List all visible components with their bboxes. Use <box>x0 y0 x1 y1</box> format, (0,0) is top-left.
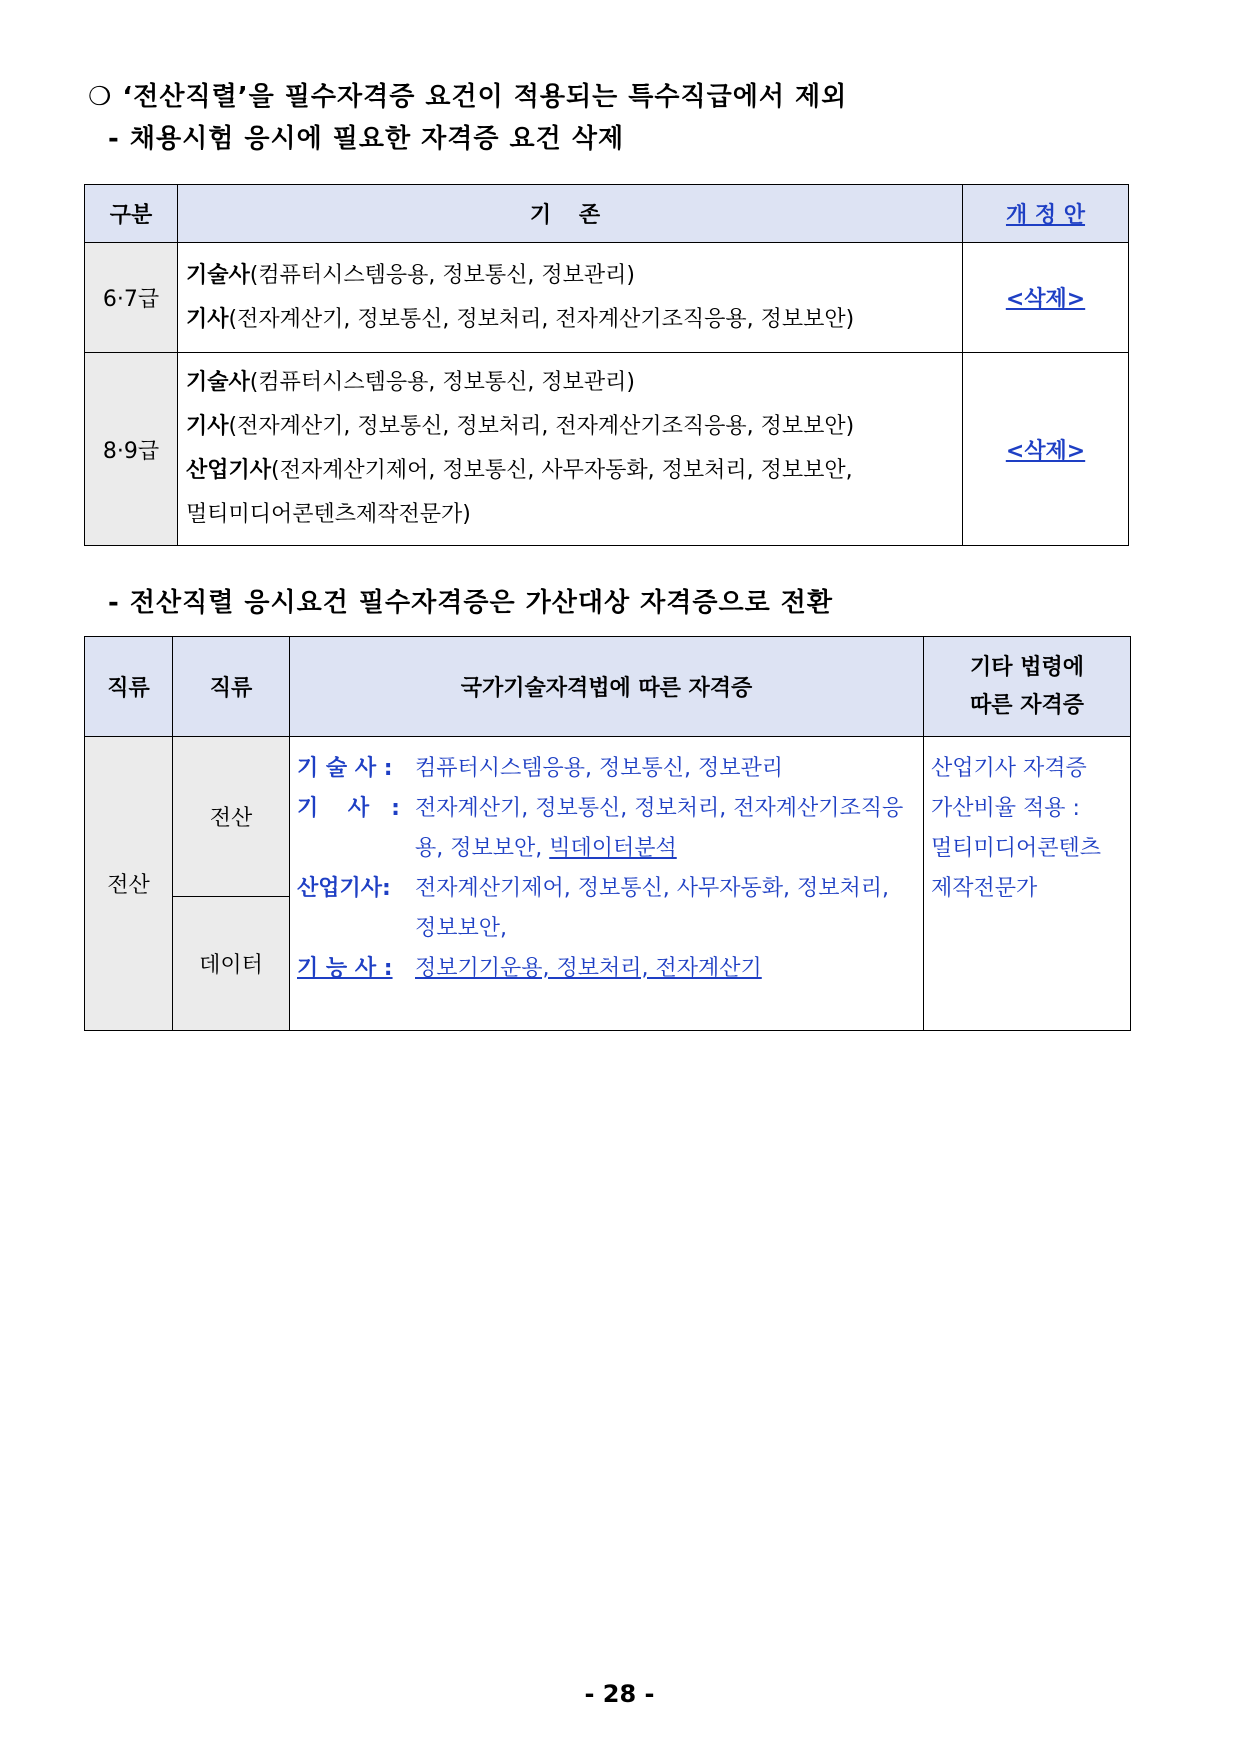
national-qual-cell <box>290 737 924 1031</box>
qual-line: 멀티미디어콘텐츠제작전문가) <box>186 502 471 527</box>
revision-delete: <삭제> <box>963 353 1129 546</box>
header-revision: 개 정 안 <box>963 185 1129 243</box>
qual-line: 기술사(컴퓨터시스템응용, 정보통신, 정보관리) <box>186 262 635 288</box>
header-national-qual: 국가기술자격법에 따른 자격증 <box>290 637 924 737</box>
qual-line: 기사(전자계산기, 정보통신, 정보처리, 전자계산기조직응용, 정보보안) <box>186 414 855 439</box>
existing-cell <box>178 243 963 353</box>
qual-line: 산업기사: 전자계산기제어, 정보통신, 사무자동화, 정보처리, 정보보안, <box>297 876 889 941</box>
subseries-label: 전산 <box>173 737 290 897</box>
page-number: - 28 - <box>584 1680 655 1708</box>
bonus-table <box>84 636 1131 1031</box>
qual-line: 기술사(컴퓨터시스템응용, 정보통신, 정보관리) <box>186 370 635 395</box>
qual-line: 기사(전자계산기, 정보통신, 정보처리, 전자계산기조직응용, 정보보안) <box>186 306 855 332</box>
qual-line: 기 능 사 : 정보기기운용, 정보처리, 전자계산기 <box>297 956 762 981</box>
section-heading: ❍ ‘전산직렬’을 필수자격증 요건이 적용되는 특수직급에서 제외 <box>88 82 848 112</box>
table-row <box>85 243 1129 353</box>
qual-line: 기 사 : 전자계산기, 정보통신, 정보처리, 전자계산기조직응용, 정보보안, 빅데이터분석 <box>297 796 904 861</box>
grade-label: 6·7급 <box>85 243 178 353</box>
subheading-convert-bonus: - 전산직렬 응시요건 필수자격증은 가산대상 자격증으로 전환 <box>108 588 834 618</box>
grade-label: 8·9급 <box>85 353 178 546</box>
header-series: 직류 <box>85 637 173 737</box>
header-subseries: 직류 <box>173 637 290 737</box>
existing-cell <box>178 353 963 546</box>
other-qual-cell: 산업기사 자격증 가산비율 적용 : 멀티미디어콘텐츠 제작전문가 <box>924 737 1131 1031</box>
qual-line: 기 술 사 : 컴퓨터시스템응용, 정보통신, 정보관리 <box>297 756 784 781</box>
requirement-table <box>84 184 1129 546</box>
qual-line: 산업기사(전자계산기제어, 정보통신, 사무자동화, 정보처리, 정보보안, <box>186 458 853 483</box>
header-other-qual: 기타 법령에 따른 자격증 <box>924 637 1131 737</box>
series-label: 전산 <box>85 737 173 1031</box>
subheading-delete-requirement: - 채용시험 응시에 필요한 자격증 요건 삭제 <box>108 124 625 154</box>
header-category: 구분 <box>85 185 178 243</box>
header-existing: 기 존 <box>178 185 963 243</box>
table-row <box>85 353 1129 546</box>
revision-delete: <삭제> <box>963 243 1129 353</box>
subseries-label: 데이터 <box>173 897 290 1031</box>
